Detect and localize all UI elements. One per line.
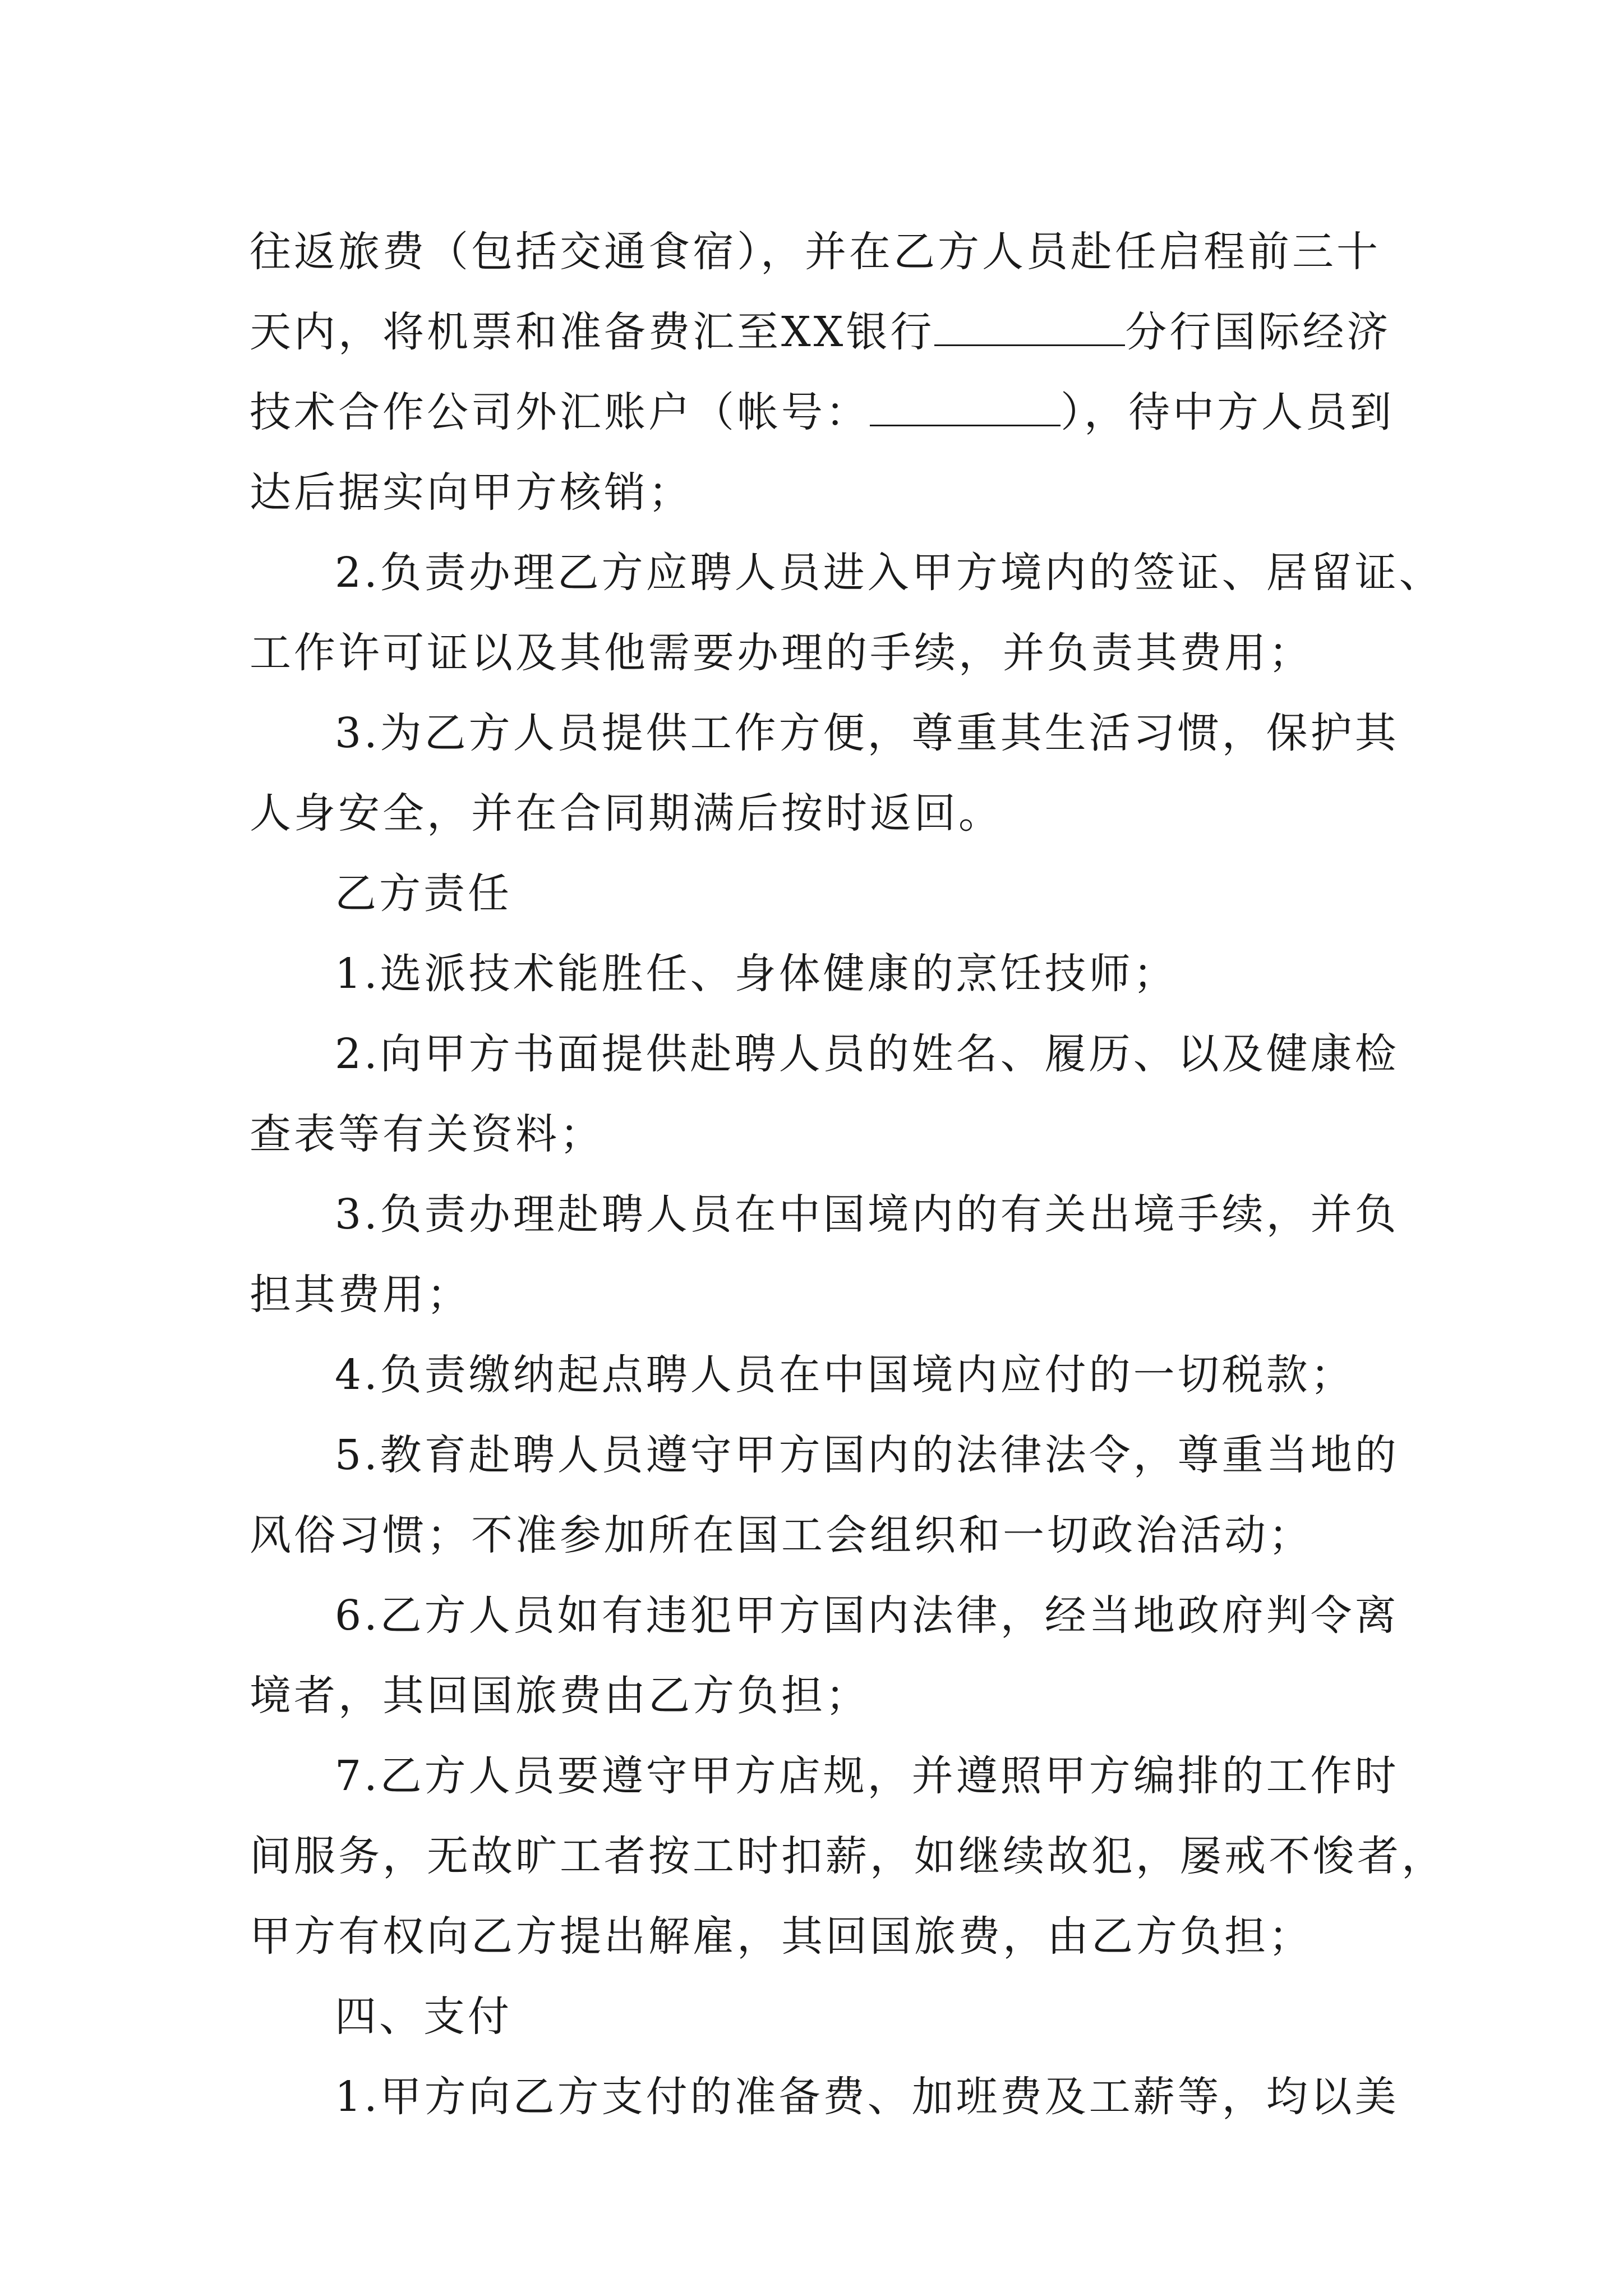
- text-line: 2.向甲方书面提供赴聘人员的姓名、履历、以及健康检: [335, 1030, 1399, 1078]
- text-line: 3.负责办理赴聘人员在中国境内的有关出境手续，并负: [335, 1190, 1399, 1239]
- text-line: 7.乙方人员要遵守甲方店规，并遵照甲方编排的工作时: [335, 1752, 1399, 1800]
- text-segment: ），待中方人员到: [1061, 388, 1394, 436]
- text-line: 境者，其回国旅费由乙方负担；: [250, 1672, 870, 1720]
- document-page: [250, 212, 1446, 2137]
- text-line: 6.乙方人员如有违犯甲方国内法律，经当地政府判令离: [335, 1591, 1399, 1640]
- fill-in-blank: [870, 385, 1061, 426]
- text-line: 4.负责缴纳起点聘人员在中国境内应付的一切税款；: [335, 1351, 1355, 1399]
- text-line-with-account-blank: [250, 372, 1394, 453]
- text-line: 2.负责办理乙方应聘人员进入甲方境内的签证、居留证、: [335, 549, 1444, 597]
- text-line-with-bank-blank: [250, 292, 1394, 372]
- text-segment: 技术合作公司外汇账户（帐号：: [250, 388, 870, 436]
- text-line: 间服务，无故旷工者按工时扣薪，如继续故犯，屡戒不悛者，: [250, 1832, 1446, 1880]
- text-line: 风俗习惯；不准参加所在国工会组织和一切政治活动；: [250, 1511, 1313, 1559]
- text-line: 5.教育赴聘人员遵守甲方国内的法律法令，尊重当地的: [335, 1431, 1399, 1479]
- text-line: 工作许可证以及其他需要办理的手续，并负责其费用；: [250, 629, 1313, 677]
- text-line: 查表等有关资料；: [250, 1110, 604, 1158]
- text-segment: 天内，将机票和准备费汇至XX银行: [250, 308, 935, 356]
- text-line: 达后据实向甲方核销；: [250, 468, 693, 517]
- text-line: 甲方有权向乙方提出解雇，其回国旅费，由乙方负担；: [250, 1912, 1313, 1961]
- text-line: 担其费用；: [250, 1271, 471, 1319]
- section-heading: 四、支付: [335, 1993, 512, 2041]
- text-line: 1.选派技术能胜任、身体健康的烹饪技师；: [335, 950, 1178, 998]
- fill-in-blank: [934, 305, 1125, 346]
- text-segment: 分行国际经济: [1125, 308, 1391, 356]
- text-line: 人身安全，并在合同期满后按时返回。: [250, 789, 1003, 838]
- text-line: 往返旅费（包括交通食宿），并在乙方人员赴任启程前三十: [250, 228, 1381, 276]
- section-heading: 乙方责任: [335, 869, 512, 918]
- text-line: 3.为乙方人员提供工作方便，尊重其生活习惯，保护其: [335, 709, 1399, 757]
- text-line: 1.甲方向乙方支付的准备费、加班费及工薪等，均以美: [335, 2073, 1399, 2121]
